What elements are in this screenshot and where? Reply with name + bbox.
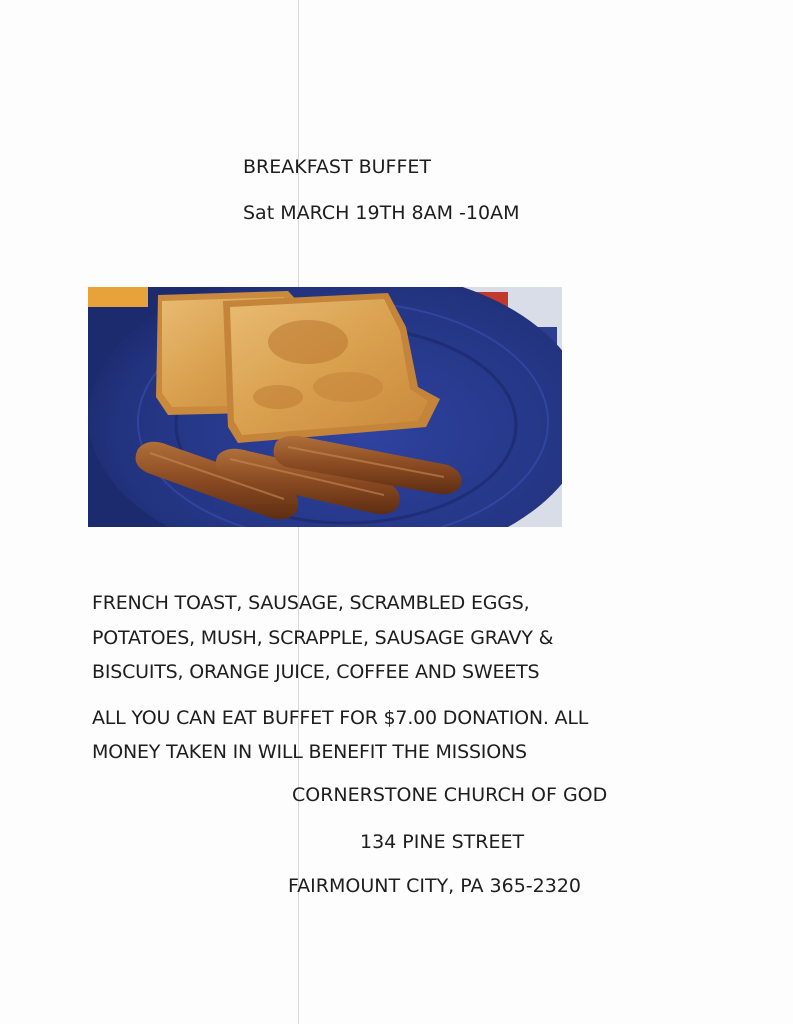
- menu-line-1: FRENCH TOAST, SAUSAGE, SCRAMBLED EGGS,: [92, 592, 530, 614]
- pricing-line-1: ALL YOU CAN EAT BUFFET FOR $7.00 DONATION. ALL: [92, 707, 589, 729]
- city-and-phone: FAIRMOUNT CITY, PA 365-2320: [288, 875, 582, 897]
- menu-line-2: POTATOES, MUSH, SCRAPPLE, SAUSAGE GRAVY &: [92, 627, 554, 649]
- event-title: BREAKFAST BUFFET: [243, 156, 431, 178]
- street-address: 134 PINE STREET: [360, 831, 525, 853]
- event-date-time: Sat MARCH 19TH 8AM -10AM: [243, 202, 520, 224]
- pricing-line-2: MONEY TAKEN IN WILL BENEFIT THE MISSIONS: [92, 741, 527, 763]
- church-name: CORNERSTONE CHURCH OF GOD: [292, 784, 608, 806]
- food-photo: [88, 287, 562, 527]
- menu-line-3: BISCUITS, ORANGE JUICE, COFFEE AND SWEETS: [92, 661, 540, 683]
